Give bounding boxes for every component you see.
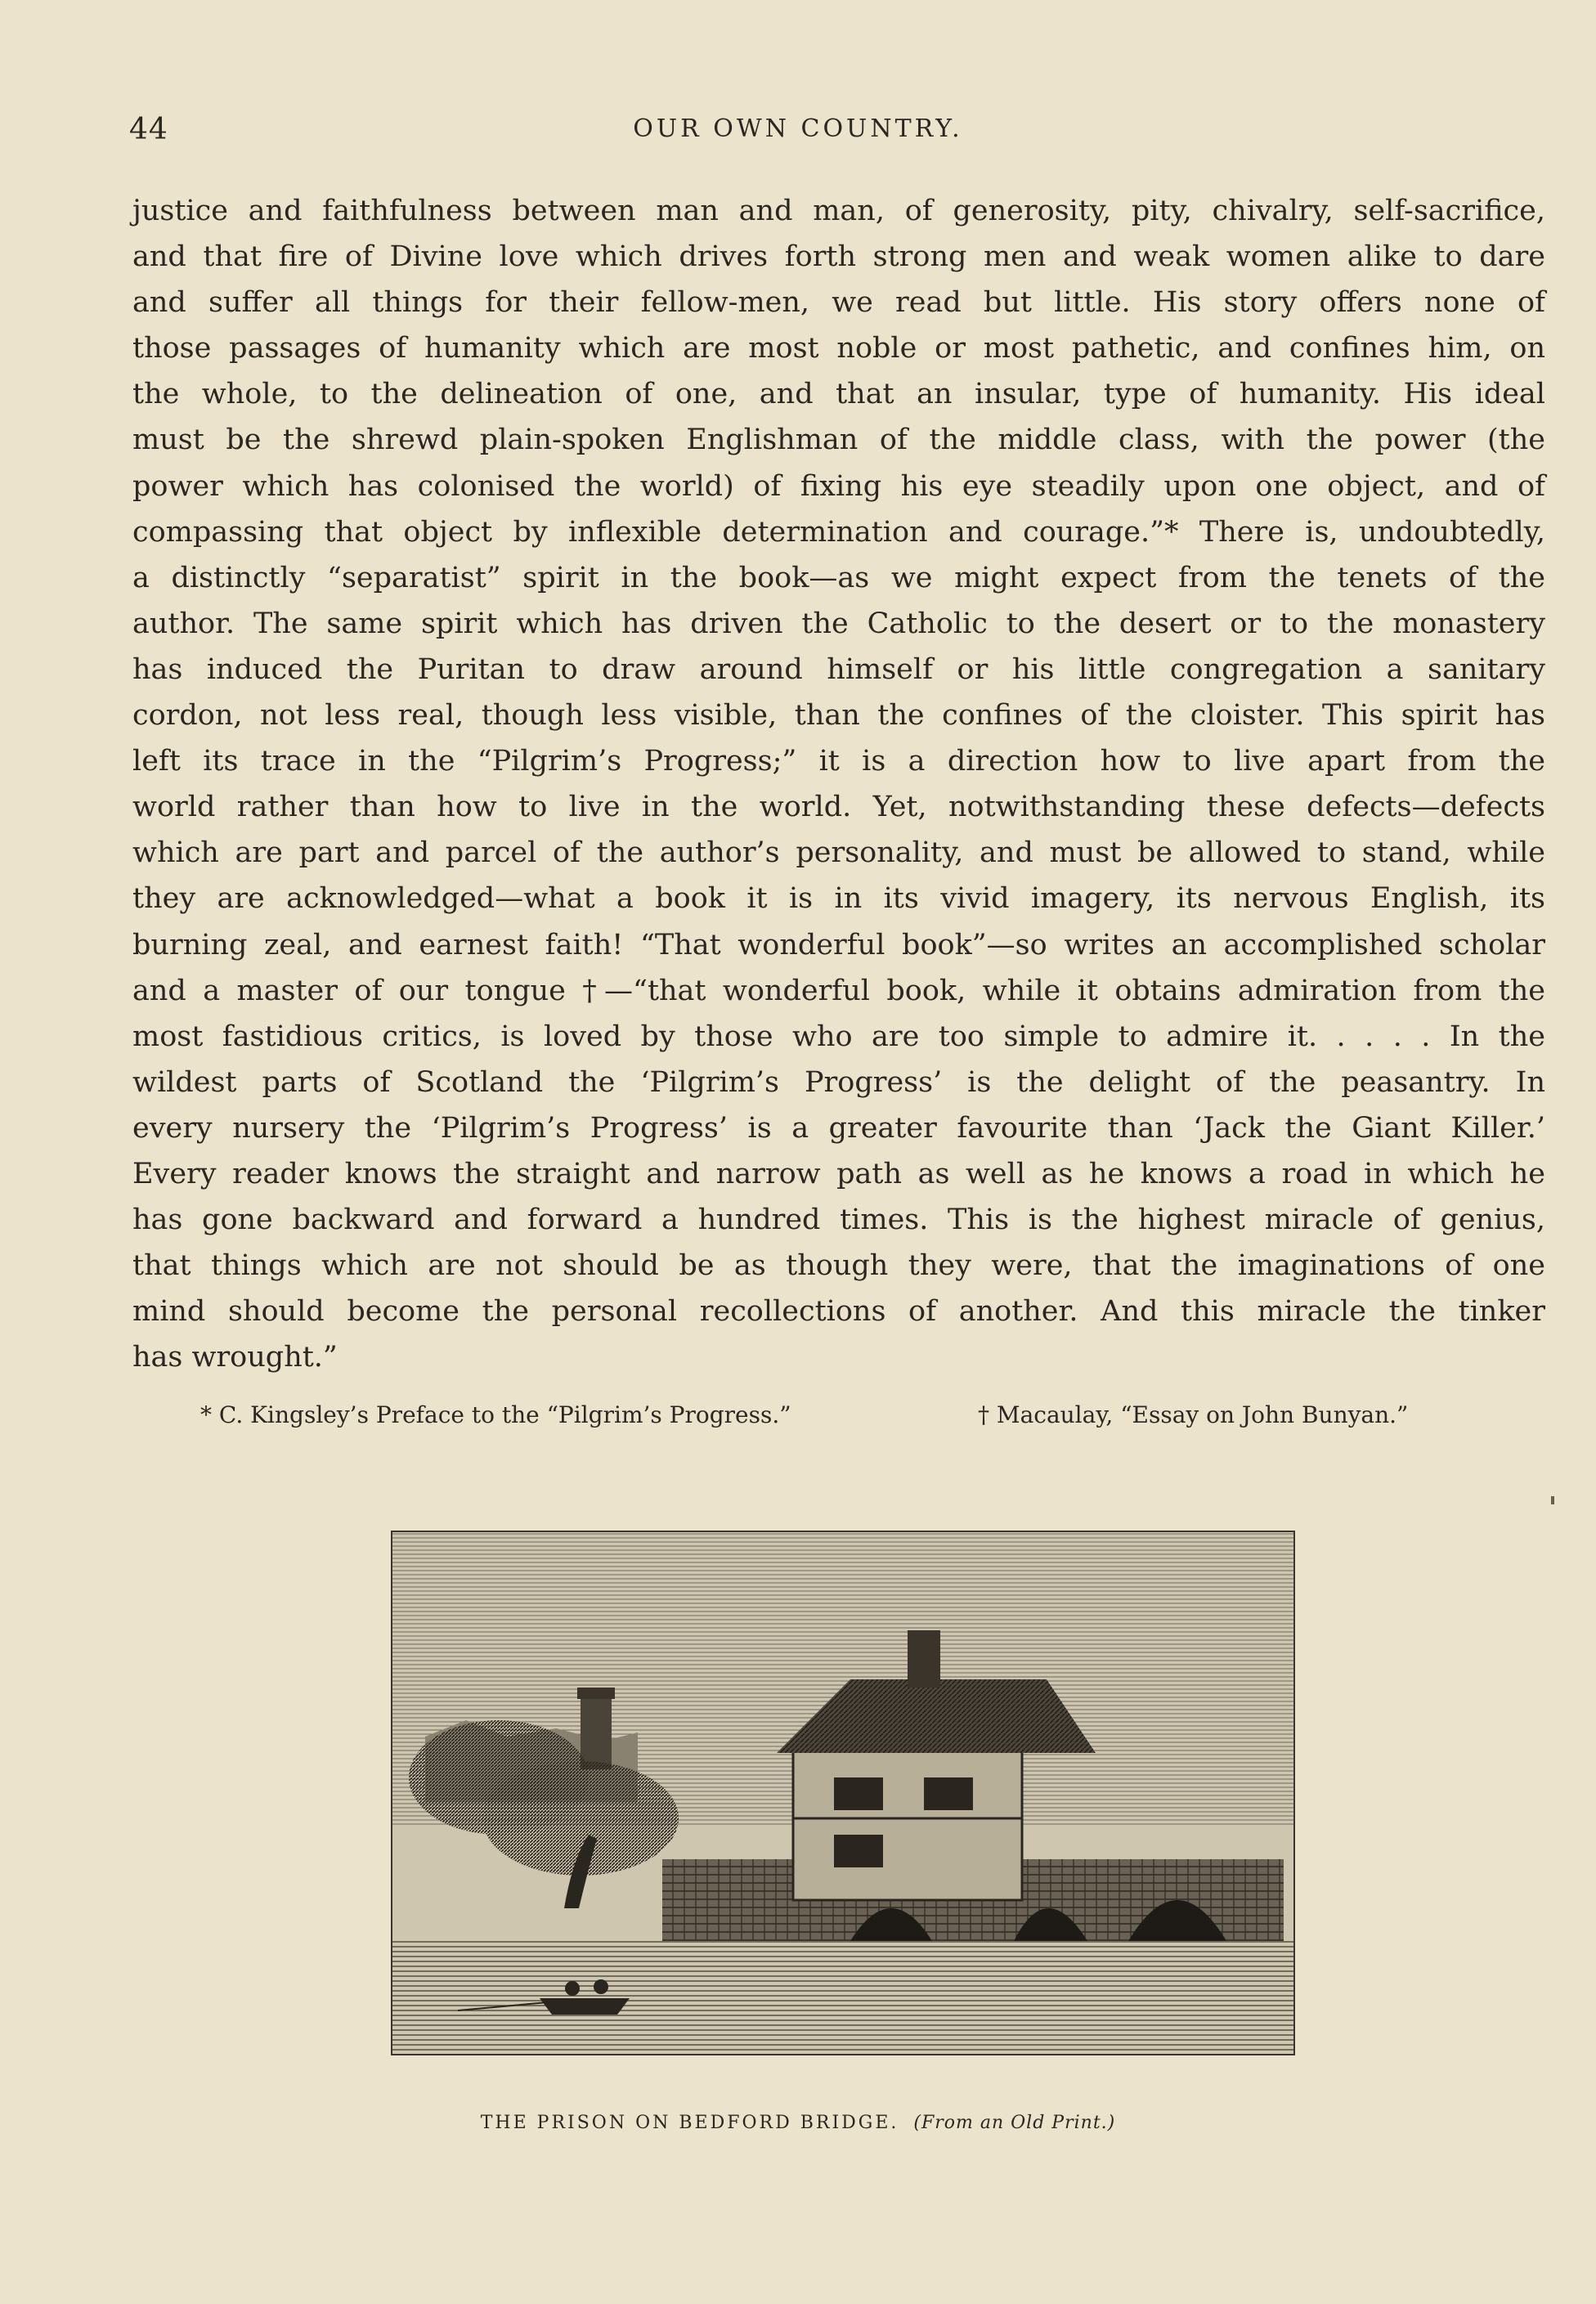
running-head: OUR OWN COUNTRY. (633, 114, 963, 143)
footnote-macaulay: † Macaulay, “Essay on John Bunyan.” (978, 1401, 1409, 1428)
text-line: power which has colonised the world) of fixing his eye steadily upon one object, and of (132, 469, 1545, 503)
text-line: they are acknowledged—what a book it is in its vivid imagery, its nervous English, its (132, 882, 1545, 916)
text-line: those passages of humanity which are most noble or most pathetic, and confines him, on (132, 332, 1545, 365)
text-line: must be the shrewd plain-spoken Englishman of the middle class, with the power (the (132, 424, 1545, 457)
text-line: which are part and parcel of the author’s personality, and must be allowed to stand, while (132, 836, 1545, 870)
text-line: the whole, to the delineation of one, and that an insular, type of humanity. His ideal (132, 378, 1545, 411)
text-line: has induced the Puritan to draw around himself or his little congregation a sanitary (132, 652, 1545, 686)
text-line: justice and faithfulness between man and man, of generosity, pity, chivalry, self-sacrifice, (132, 195, 1545, 227)
margin-mark (1551, 1496, 1554, 1504)
text-line: left its trace in the “Pilgrim’s Progress;” it is a direction how to live apart from the (132, 745, 1545, 778)
text-line: has gone backward and forward a hundred times. This is the highest miracle of genius, (132, 1204, 1545, 1237)
text-line: compassing that object by inflexible determination and courage.”* There is, undoubtedly, (132, 515, 1545, 549)
page-number: 44 (129, 113, 168, 146)
engraving-bedford-bridge (391, 1531, 1295, 2055)
caption-title: THE PRISON ON BEDFORD BRIDGE. (480, 2113, 899, 2133)
text-line: that things which are not should be as though they were, that the imaginations of one (132, 1249, 1545, 1283)
text-line: most fastidious critics, is loved by those who are too simple to admire it. . . . . In the (132, 1020, 1545, 1053)
text-line: a distinctly “separatist” spirit in the book—as we might expect from the tenets of the (132, 561, 1545, 594)
text-line: world rather than how to live in the world. Yet, notwithstanding these defects—defects (132, 791, 1545, 824)
body-text (132, 188, 1545, 1380)
text-line: author. The same spirit which has driven the Catholic to the desert or to the monastery (132, 607, 1545, 640)
text-line: cordon, not less real, though less visible, than the confines of the cloister. This spirit has (132, 699, 1545, 733)
text-line: burning zeal, and earnest faith! “That wonderful book”—so writes an accomplished scholar (132, 928, 1545, 961)
caption-credit: (From an Old Print.) (913, 2113, 1116, 2133)
text-line: every nursery the ‘Pilgrim’s Progress’ is a greater favourite than ‘Jack the Giant Killer.’ (132, 1111, 1545, 1145)
text-line: and that fire of Divine love which drives forth strong men and weak women alike to dare (132, 240, 1545, 274)
illustration-caption (0, 2113, 1596, 2133)
text-line: wildest parts of Scotland the ‘Pilgrim’s Progress’ is the delight of the peasantry. In (132, 1065, 1545, 1099)
engraving-drawing (392, 1532, 1293, 2054)
text-line: and suffer all things for their fellow-men, we read but little. His story offers none of (132, 286, 1545, 320)
text-line: has wrought.” (132, 1341, 338, 1374)
text-line: Every reader knows the straight and narrow path as well as he knows a road in which he (132, 1157, 1545, 1190)
text-line: mind should become the personal recollections of another. And this miracle the tinker (132, 1295, 1545, 1329)
text-line: and a master of our tongue †—“that wonderful book, while it obtains admiration from the (132, 974, 1545, 1007)
footnote-kingsley: * C. Kingsley’s Preface to the “Pilgrim’s Progress.” (200, 1401, 791, 1428)
